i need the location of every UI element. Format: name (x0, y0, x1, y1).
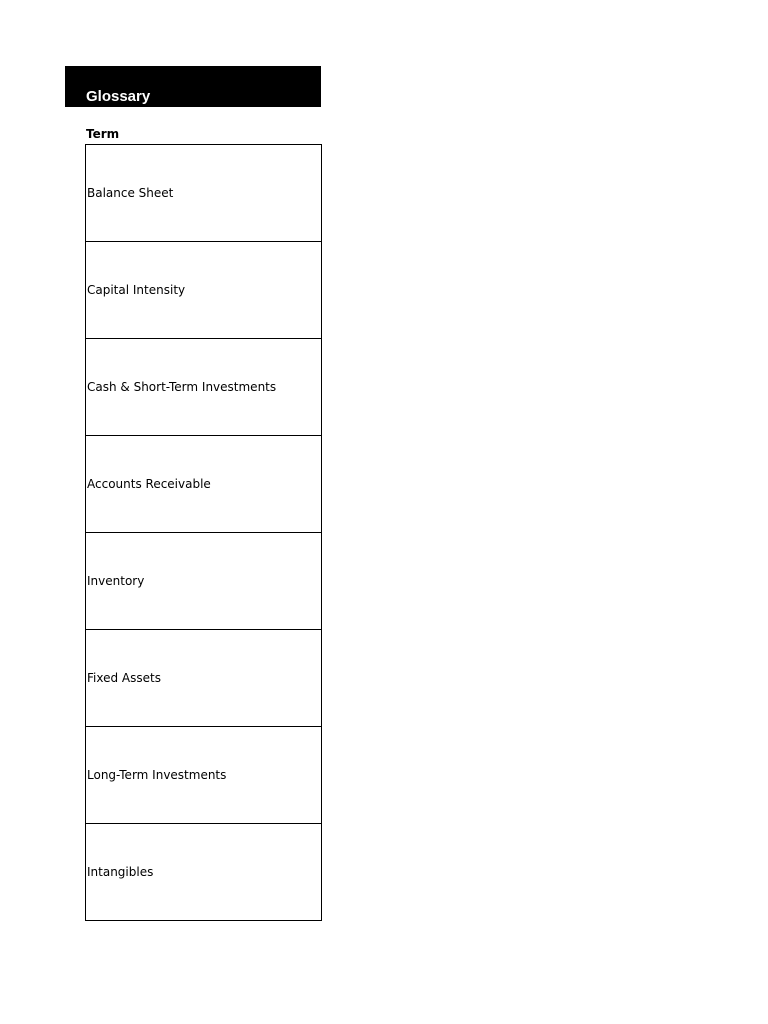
table-row (86, 630, 321, 727)
term-cell-fixed-assets: Fixed Assets (87, 671, 161, 685)
term-table (85, 144, 322, 921)
term-cell-accounts-receivable: Accounts Receivable (87, 477, 211, 491)
term-cell-capital-intensity: Capital Intensity (87, 283, 186, 297)
term-cell-intangibles: Intangibles (87, 865, 154, 879)
table-row (86, 145, 321, 242)
term-cell-long-term-investments: Long-Term Investments (87, 768, 227, 782)
glossary-title: Glossary (86, 88, 151, 105)
table-row (86, 533, 321, 630)
table-row (86, 824, 321, 921)
term-cell-balance-sheet: Balance Sheet (87, 186, 174, 200)
term-cell-cash-short-term-investments: Cash & Short-Term Investments (87, 380, 277, 394)
term-cell-inventory: Inventory (87, 574, 145, 588)
table-row (86, 339, 321, 436)
table-row (86, 727, 321, 824)
glossary-header (65, 66, 321, 107)
term-column-header: Term (86, 127, 120, 141)
table-row (86, 436, 321, 533)
table-row (86, 242, 321, 339)
